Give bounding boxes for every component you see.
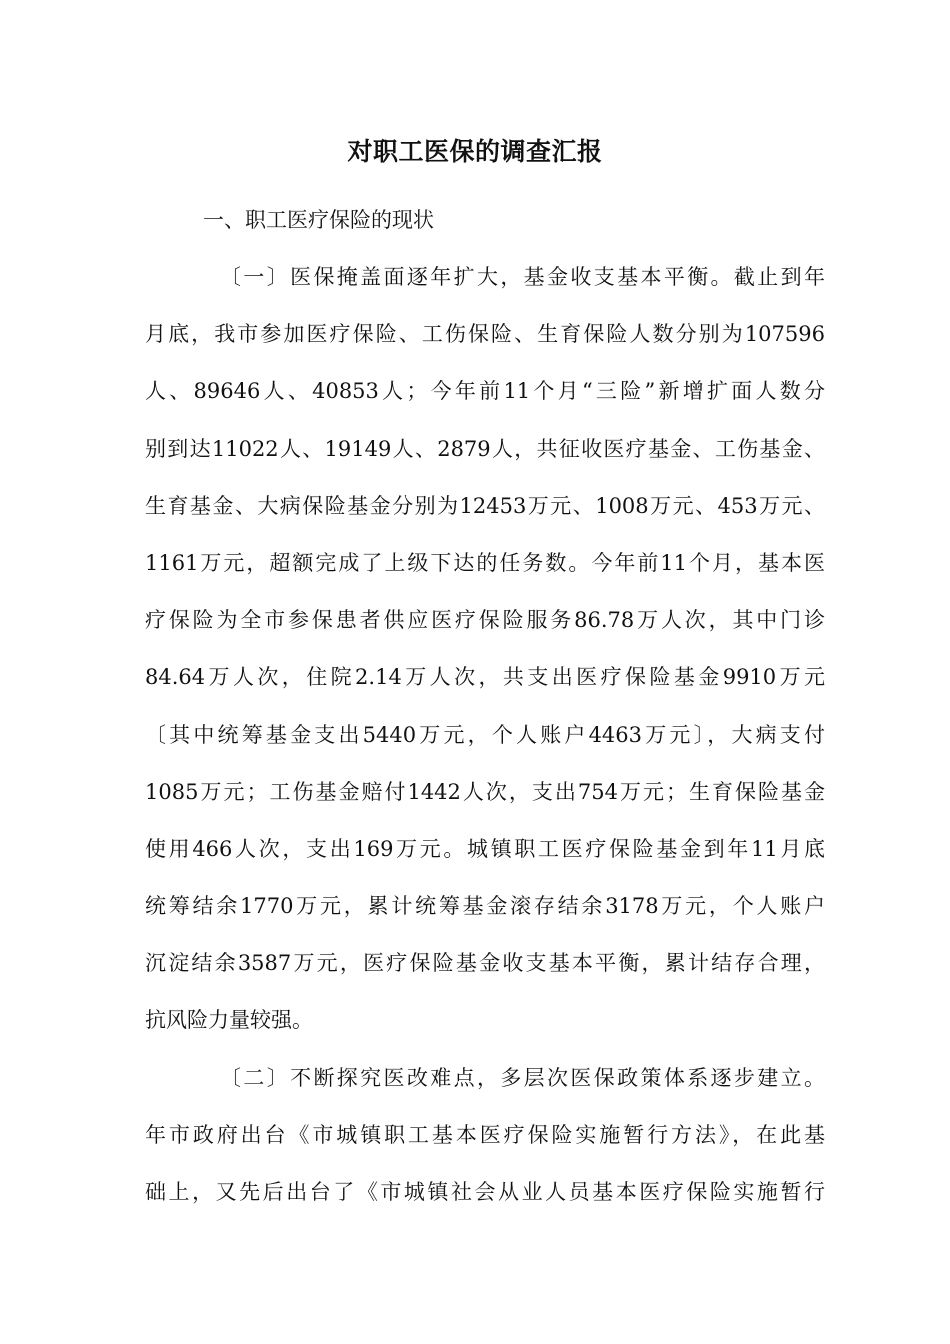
paragraph-line: 础上，又先后出台了《市城镇社会从业人员基本医疗保险实施暂行 — [145, 1180, 825, 1205]
paragraph-line: 〔二〕不断探究医改难点，多层次医保政策体系逐步建立。 — [220, 1066, 825, 1090]
paragraph-2 — [145, 1058, 825, 1230]
paragraph-line: 1161万元，超额完成了上级下达的任务数。今年前11个月，基本医 — [145, 550, 825, 575]
paragraph-line: 人、89646人、40853人；今年前11个月“三险”新增扩面人数分 — [145, 379, 825, 404]
paragraph-line: 使用466人次，支出169万元。城镇职工医疗保险基金到年11月底 — [145, 836, 825, 861]
paragraph-line: 月底，我市参加医疗保险、工伤保险、生育保险人数分别为107596 — [145, 322, 825, 347]
paragraph-line: 1085万元；工伤基金赔付1442人次，支出754万元；生育保险基金 — [145, 779, 825, 804]
paragraph-line: 〔一〕医保掩盖面逐年扩大，基金收支基本平衡。截止到年 — [220, 265, 825, 289]
section-heading: 一、职工医疗保险的现状 — [203, 208, 434, 232]
paragraph-line: 年市政府出台《市城镇职工基本医疗保险实施暂行方法》，在此基 — [145, 1123, 825, 1148]
paragraph-line: 〔其中统筹基金支出5440万元，个人账户4463万元〕，大病支付 — [145, 722, 825, 747]
paragraph-line: 生育基金、大病保险基金分别为12453万元、1008万元、453万元、 — [145, 493, 825, 518]
paragraph-line: 别到达11022人、19149人、2879人，共征收医疗基金、工伤基金、 — [145, 436, 825, 461]
paragraph-line: 疗保险为全市参保患者供应医疗保险服务86.78万人次，其中门诊 — [145, 608, 825, 633]
paragraph-line: 抗风险力量较强。 — [145, 1008, 313, 1033]
document-title: 对职工医保的调查汇报 — [347, 137, 603, 166]
paragraph-line: 统筹结余1770万元，累计统筹基金滚存结余3178万元，个人账户 — [145, 894, 825, 919]
paragraph-line: 沉淀结余3587万元，医疗保险基金收支基本平衡，累计结存合理， — [145, 951, 825, 976]
paragraph-line: 84.64万人次，住院2.14万人次，共支出医疗保险基金9910万元 — [145, 665, 825, 690]
paragraph-1 — [145, 257, 825, 1058]
